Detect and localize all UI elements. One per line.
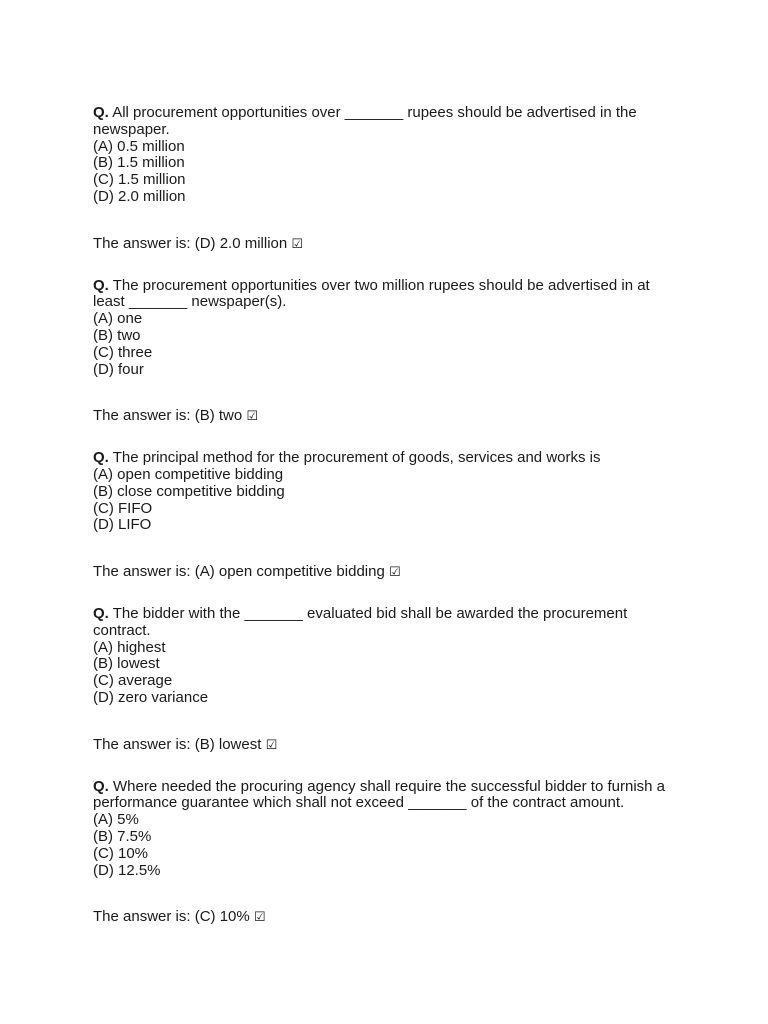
- question: [93, 450, 683, 534]
- option-b: (B) two: [93, 326, 141, 344]
- option-c: (C) FIFO: [93, 499, 153, 517]
- option-c: (C) average: [93, 672, 173, 690]
- question-block: [93, 606, 683, 755]
- checkbox-checked-icon: ☑: [253, 910, 266, 926]
- answer-text: The answer is: (C) 10%: [93, 908, 250, 926]
- question-prefix: Q.: [93, 777, 109, 795]
- option-d: (D) four: [93, 360, 144, 378]
- option-c: (C) 10%: [93, 844, 149, 862]
- question: [93, 105, 683, 206]
- question-prefix: Q.: [93, 104, 109, 121]
- question-block: [93, 105, 683, 254]
- checkbox-checked-icon: ☑: [291, 236, 304, 252]
- question-text: The principal method for the procurement of goods, services and works is: [112, 449, 601, 467]
- answer-text: The answer is: (B) two: [93, 407, 243, 425]
- answer-text: The answer is: (B) lowest: [93, 735, 262, 753]
- question-prefix: Q.: [93, 276, 109, 294]
- option-c: (C) three: [93, 343, 153, 361]
- question-text: All procurement opportunities over _______ rupees should be advertised in the newspaper.: [93, 104, 637, 138]
- document-page: [93, 105, 683, 951]
- option-b: (B) lowest: [93, 655, 160, 673]
- question-block: [93, 779, 683, 928]
- question: [93, 606, 683, 707]
- question-text: The bidder with the _______ evaluated bid shall be awarded the procurement contract.: [93, 604, 628, 639]
- answer-line: [93, 737, 683, 755]
- question-prefix: Q.: [93, 449, 109, 467]
- option-a: (A) highest: [93, 638, 166, 656]
- option-a: (A) 5%: [93, 811, 139, 829]
- option-d: (D) 2.0 million: [93, 187, 186, 205]
- option-c: (C) 1.5 million: [93, 171, 186, 189]
- option-d: (D) 12.5%: [93, 861, 161, 879]
- answer-line: [93, 909, 683, 927]
- question-prefix: Q.: [93, 604, 109, 622]
- option-d: (D) LIFO: [93, 516, 152, 534]
- answer-line: [93, 236, 683, 254]
- answer-line: [93, 408, 683, 426]
- option-b: (B) 1.5 million: [93, 154, 185, 172]
- question-text: The procurement opportunities over two million rupees should be advertised in at least _______ newspaper(s).: [93, 276, 650, 311]
- option-a: (A) one: [93, 310, 143, 328]
- answer-text: The answer is: (D) 2.0 million: [93, 234, 288, 252]
- option-a: (A) 0.5 million: [93, 137, 185, 155]
- answer-text: The answer is: (A) open competitive bidding: [93, 563, 385, 581]
- question-block: [93, 278, 683, 427]
- checkbox-checked-icon: ☑: [388, 565, 401, 581]
- option-d: (D) zero variance: [93, 688, 209, 706]
- answer-line: [93, 564, 683, 582]
- option-b: (B) 7.5%: [93, 827, 152, 845]
- checkbox-checked-icon: ☑: [246, 409, 259, 425]
- option-b: (B) close competitive bidding: [93, 482, 285, 500]
- option-a: (A) open competitive bidding: [93, 465, 284, 483]
- question: [93, 779, 683, 880]
- question-text: Where needed the procuring agency shall require the successful bidder to furnish a performance guarantee which shall not exceed _______ of the contract amount.: [93, 777, 666, 812]
- checkbox-checked-icon: ☑: [265, 737, 278, 753]
- question: [93, 278, 683, 379]
- question-block: [93, 450, 683, 582]
